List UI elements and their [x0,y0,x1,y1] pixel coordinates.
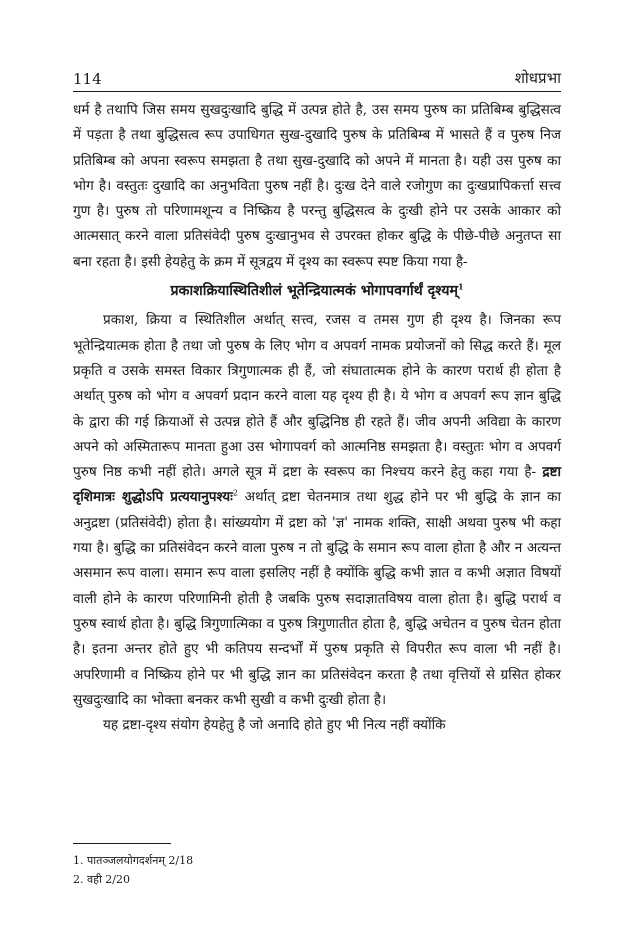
inline-sutra: द्रष्टा दृशिमात्रः शुद्धोऽपि प्रत्ययानुपश्यः [73,464,561,506]
page-number: 114 [73,70,102,88]
footnote-2: 2. वही 2/20 [73,873,130,886]
journal-title: शोधप्रभा [514,69,561,87]
sutra-heading [73,279,561,304]
footnote-ref-1: 1 [457,281,464,292]
footnotes [73,851,193,889]
running-header [73,68,561,92]
paragraph-3: यह द्रष्टा-दृश्य संयोग हेयहेतु है जो अनादि होते हुए भी नित्य नहीं क्योंकि [103,717,446,734]
paragraph-1: धर्म है तथापि जिस समय सुखदुःखादि बुद्धि में उत्पन्न होते है, उस समय पुरुष का प्रतिबिम्ब बुद्धिसत्व में पड़ता है तथा बुद्धिसत्व रूप उपाधिगत सुख-दुखादि पुरुष के प्रतिबिम्ब में भासते हैं व पुरुष निज प्रतिबिम्ब को अपना स्वरूप समझता है तथा सुख-दुखादि को अपने में मानता है। यही उस पुरुष का भोग है। वस्तुतः दुखादि का अनुभविता पुरुष नहीं है। दुःख देने वाले रजोगुण का दुःखप्रापिकर्त्ता सत्त्व गुण है। पुरुष तो परिणामशून्य व निष्क्रिय है परन्तु बुद्धिसत्व के दुःखी होने पर उसके आकार को आत्मसात् करने वाला प्रतिसंवेदी पुरुष दुःखानुभव से उपरक्त होकर बुद्धि के पीछे-पीछे अनुतप्त सा बना रहता है। इसी हेयहेतु के क्रम में सूत्रद्वय में दृश्य का स्वरूप स्पष्ट किया गया है- [73,102,562,270]
paragraph-2 [73,308,561,713]
paragraph-2-part-1: प्रकाश, क्रिया व स्थितिशील अर्थात् सत्त्व, रजस व तमस गुण ही दृश्य है। जिनका रूप भूतेन्द्रियात्मक होता है तथा जो पुरुष के लिए भोग व अपवर्ग नामक प्रयोजनों को सिद्ध करते हैं। मूल प्रकृति व उसके समस्त विकार त्रिगुणात्मक ही हैं, जो संघातात्मक होने के कारण परार्थ ही होता है अर्थात् पुरुष को भोग व अपवर्ग प्रदान करने वाला यह दृश्य ही है। ये भोग व अपवर्ग रूप ज्ञान बुद्धि के द्वारा की गई क्रियाओं से उत्पन्न होते हैं और बुद्धिनिष्ठ ही रहते हैं। जीव अपनी अविद्या के कारण अपने को अस्मितारूप मानता हुआ उस भोगापवर्ग को आत्मनिष्ठ समझता है। वस्तुतः भोग व अपवर्ग पुरुष निष्ठ कभी नहीं होते। अगले सूत्र में द्रष्टा के स्वरूप का निश्चय करने हेतु कहा गया है- [73,312,561,481]
paragraph-2-part-2: अर्थात् द्रष्टा चेतनमात्र तथा शुद्ध होने पर भी बुद्धि के ज्ञान का अनुद्रष्टा (प्रतिसंवेदी) होता है। सांख्ययोग में द्रष्टा को 'ज्ञ' नामक शक्ति, साक्षी अथवा पुरुष भी कहा गया है। बुद्धि का प्रतिसंवेदन करने वाला पुरुष न तो बुद्धि के समान रूप वाला होता है और न अत्यन्त असमान रूप वाला। समान रूप वाला इसलिए नहीं है क्योंकि बुद्धि कभी ज्ञात व कभी अज्ञात विषयों वाली होने के कारण परिणामिनी होती है जबकि पुरुष सदाज्ञातविषय वाला होता है। बुद्धि परार्थ व पुरुष स्वार्थ होता है। बुद्धि त्रिगुणात्मिका व पुरुष त्रिगुणातीत होता है, बुद्धि अचेतन व पुरुष चेतन होता है। इतना अन्तर होते हुए भी कतिपय सन्दर्भों में पुरुष प्रकृति से विपरीत रूप वाला भी नहीं है। अपरिणामी व निष्क्रिय होने पर भी बुद्धि ज्ञान का प्रतिसंवेदन करता है तथा वृत्तियों से ग्रसित होकर सुखदुःखादि का भोक्ता बनकर कभी सुखी व कभी दुःखी होता है। [73,489,562,708]
footnote-1: 1. पातञ्जलयोगदर्शनम् 2/18 [73,854,194,867]
page [73,68,561,738]
footnote-ref-2: 2 [232,488,238,498]
sutra-text: प्रकाशक्रियास्थितिशीलं भूतेन्द्रियात्मकं भोगापवर्गार्थं दृश्यम् [170,283,458,300]
footnote-divider [73,843,171,844]
body-text [73,98,561,738]
